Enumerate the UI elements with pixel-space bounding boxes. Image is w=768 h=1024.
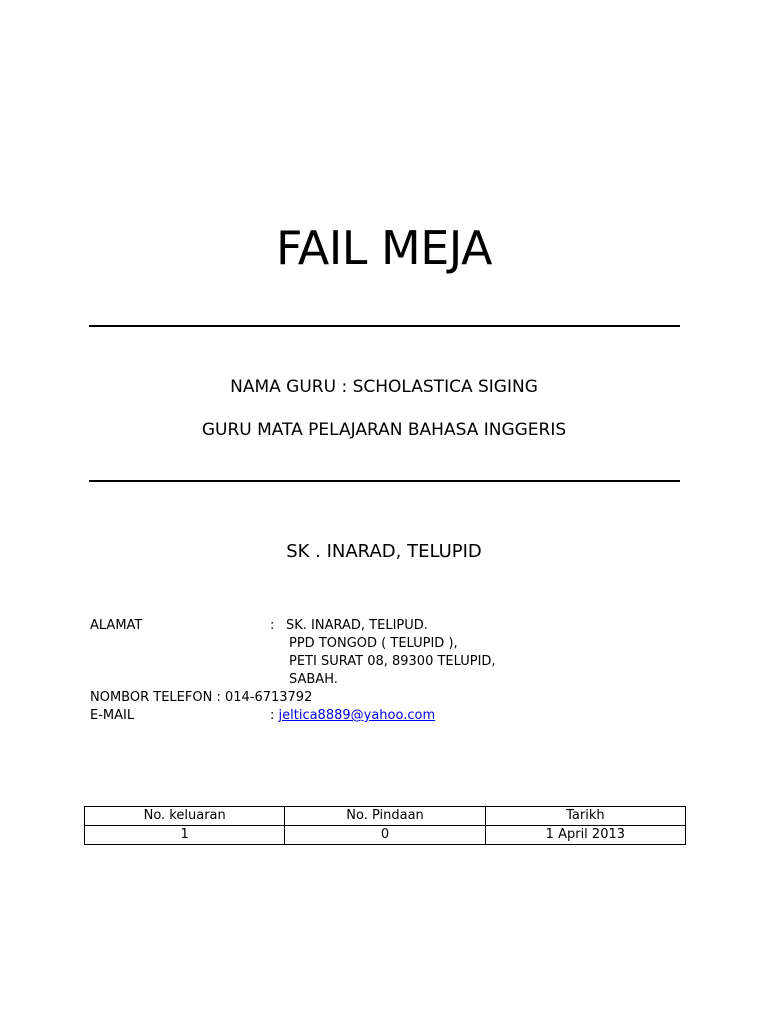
address-line-2: PPD TONGOD ( TELUPID ),: [289, 636, 458, 651]
table-header-row: [85, 807, 686, 826]
revision-table: [84, 806, 686, 845]
school-name: SK . INARAD, TELUPID: [286, 541, 482, 562]
table-row: [85, 826, 686, 845]
phone-text: NOMBOR TELEFON : 014-6713792: [90, 690, 313, 705]
address-separator: :: [270, 618, 275, 633]
email-label: E-MAIL: [90, 708, 135, 723]
email-prefix: :: [270, 708, 279, 723]
header-cell-amendment-no: No. Pindaan: [285, 807, 485, 826]
teacher-name: NAMA GURU : SCHOLASTICA SIGING: [230, 377, 538, 397]
header-cell-issue-no: No. keluaran: [85, 807, 285, 826]
email-value-wrapper: [270, 707, 435, 725]
header-cell-date: Tarikh: [485, 807, 685, 826]
address-line-3: PETI SURAT 08, 89300 TELUPID,: [289, 654, 496, 669]
address-line-1: SK. INARAD, TELIPUD.: [286, 618, 428, 633]
teacher-subject: GURU MATA PELAJARAN BAHASA INGGERIS: [201, 420, 567, 440]
email-link[interactable]: jeltica8889@yahoo.com: [278, 708, 436, 723]
cell-issue-no: 1: [85, 826, 285, 845]
document-title: FAIL MEJA: [276, 221, 492, 275]
address-line-4: SABAH.: [289, 672, 338, 687]
cell-date: 1 April 2013: [485, 826, 685, 845]
divider-top: [89, 325, 680, 327]
cell-amendment-no: 0: [285, 826, 485, 845]
address-label: ALAMAT: [90, 618, 143, 633]
divider-bottom: [89, 480, 680, 482]
